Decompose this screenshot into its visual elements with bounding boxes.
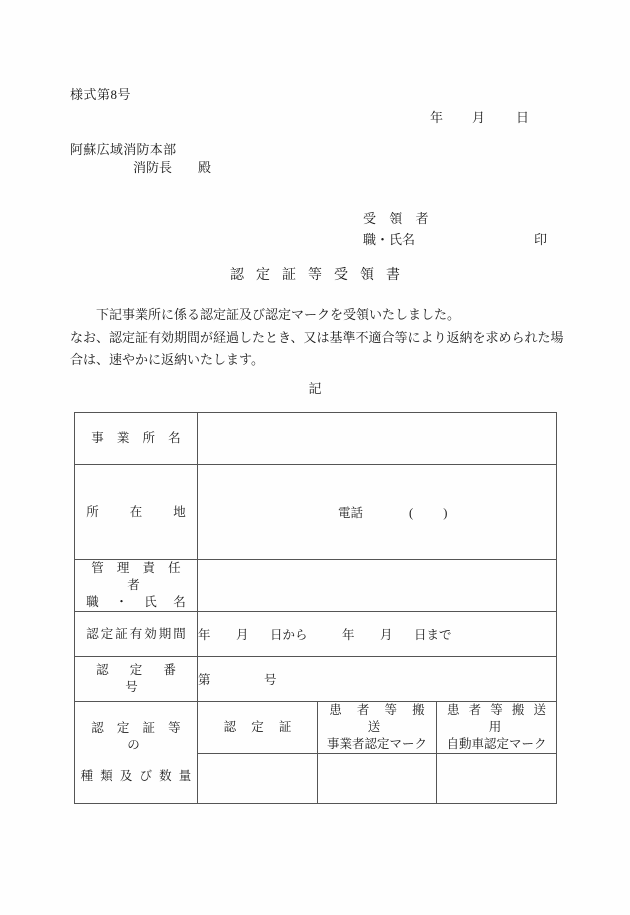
period-year-to: 年 xyxy=(342,628,355,642)
input-address[interactable] xyxy=(198,465,557,560)
label-certificate-number: 認 定 番 号 xyxy=(75,657,198,702)
table-row-valid-period xyxy=(75,612,557,657)
ki-mark: 記 xyxy=(308,381,322,396)
label-manager: 管 理 責 任 者 職 ・ 氏 名 xyxy=(75,560,198,612)
period-month-to: 月 xyxy=(380,628,393,642)
recipient-line xyxy=(133,157,211,176)
subheader-operator-mark: 患 者 等 搬 送 事業者認定マーク xyxy=(318,702,437,754)
period-day-to: 日まで xyxy=(414,628,452,642)
organization-name: 阿蘇広域消防本部 xyxy=(70,142,177,157)
label-address: 所 在 地 xyxy=(75,465,198,560)
label-type-quantity: 認 定 証 等 の 種 類 及 び 数 量 xyxy=(75,702,198,804)
subheader-vehicle-mark: 患 者 等 搬 送 用 自動車認定マーク xyxy=(437,702,557,754)
input-manager-name[interactable] xyxy=(198,560,557,612)
form-number: 様式第8号 xyxy=(70,87,132,102)
subheader-certificate: 認 定 証 xyxy=(198,702,318,754)
page-title: 認定証等受領書 xyxy=(230,268,412,283)
receiver-name-label: 職・氏名 xyxy=(363,232,416,247)
telephone-parens: ( ) xyxy=(409,506,450,520)
table-row-manager xyxy=(75,560,557,612)
input-business-name[interactable] xyxy=(198,413,557,465)
receiver-label: 受 領 者 xyxy=(363,211,434,226)
input-vehicle-mark-quantity[interactable] xyxy=(437,754,557,804)
body-paragraph-1: 下記事業所に係る認定証及び認定マークを受領いたしました。 xyxy=(96,307,461,322)
input-certificate-number[interactable] xyxy=(198,657,557,702)
honorific: 殿 xyxy=(198,160,212,175)
table-row-certificate-number xyxy=(75,657,557,702)
table-row-business-name xyxy=(75,413,557,465)
period-month-from: 月 xyxy=(236,628,249,642)
table-row-address xyxy=(75,465,557,560)
certificate-receipt-table xyxy=(74,412,557,804)
seal-mark: 印 xyxy=(534,232,548,247)
number-prefix: 第 xyxy=(198,673,211,687)
telephone-label: 電話 xyxy=(338,506,364,520)
table-row-type-quantity-header xyxy=(75,702,557,754)
number-suffix: 号 xyxy=(264,673,277,687)
date-day-label: 日 xyxy=(516,110,530,125)
period-year-from: 年 xyxy=(198,628,211,642)
body-paragraph-2: なお、認定証有効期間が経過したとき、又は基準不適合等により返納を求められた場合は、速やかに返納いたします。 xyxy=(70,330,564,367)
date-line xyxy=(430,107,529,126)
input-operator-mark-quantity[interactable] xyxy=(318,754,437,804)
chief-title: 消防長 xyxy=(133,160,173,175)
date-year-label: 年 xyxy=(430,110,444,125)
period-day-from: 日から xyxy=(270,628,308,642)
label-business-name: 事 業 所 名 xyxy=(75,413,198,465)
input-certificate-quantity[interactable] xyxy=(198,754,318,804)
date-month-label: 月 xyxy=(472,110,486,125)
label-valid-period: 認定証有効期間 xyxy=(75,612,198,657)
input-valid-period[interactable] xyxy=(198,612,557,657)
